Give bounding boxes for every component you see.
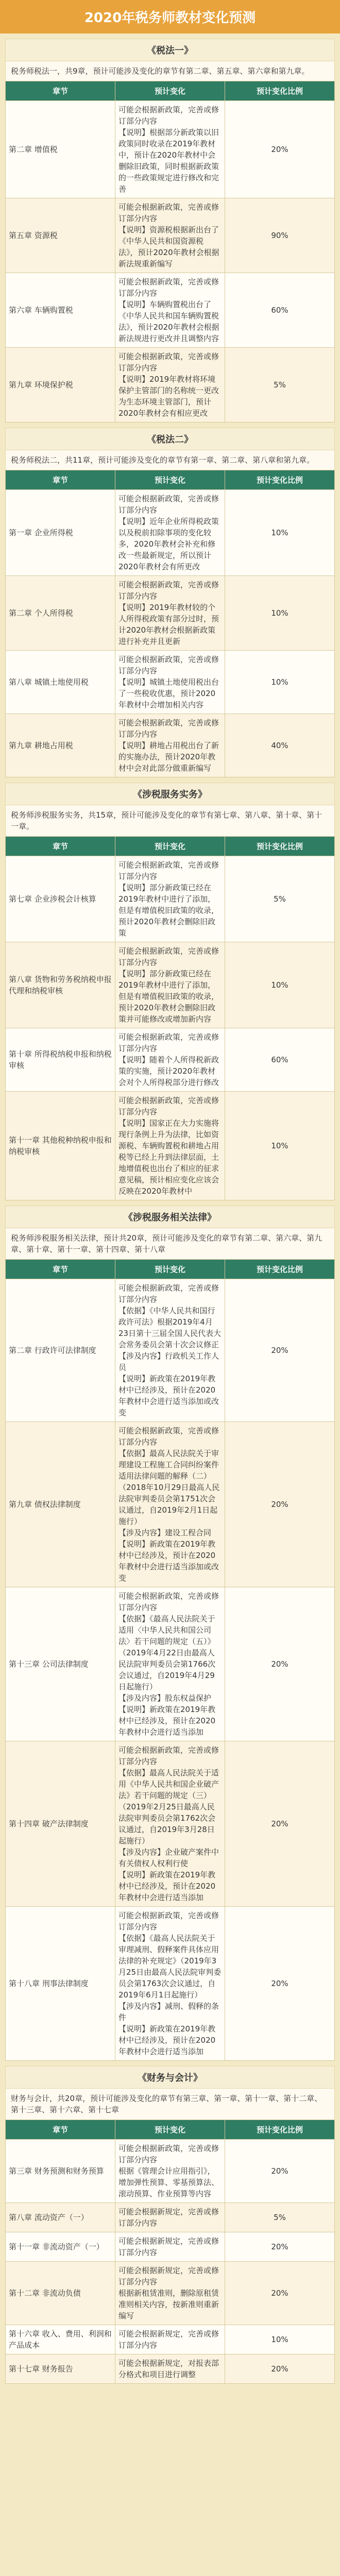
- change-ratio-cell: 10%: [225, 2325, 335, 2354]
- footer-space: [0, 2384, 340, 2396]
- table-header-row: [6, 470, 335, 490]
- chapter-cell: 第十一章 其他税种纳税申报和纳税审核: [6, 1092, 115, 1200]
- change-ratio-cell: 20%: [225, 1422, 335, 1587]
- chapter-cell: 第九章 环境保护税: [6, 348, 115, 422]
- section-3: [5, 783, 335, 1200]
- table-row: [6, 490, 335, 576]
- table-row: [6, 1741, 335, 1907]
- column-header: 预计变化比例: [225, 1260, 335, 1279]
- change-ratio-cell: 10%: [225, 576, 335, 651]
- chapter-cell: 第七章 企业涉税会计核算: [6, 856, 115, 942]
- chapter-cell: 第五章 资源税: [6, 198, 115, 273]
- table-row: [6, 651, 335, 714]
- column-header: 预计变化: [115, 1260, 225, 1279]
- predicted-change-cell: 可能会根据新政策，完善或修订部分内容 【说明】车辆购置税出台了《中华人民共和国车辆购置税法》，预计2020年教材会根据新法规进行更改并且调整内容: [115, 273, 225, 348]
- predicted-change-cell: 可能会根据新政策，完善或修订部分内容 【说明】随着个人所得税新政策的实施，预计2020年教材会对个人所得税部分进行修改: [115, 1028, 225, 1092]
- section-1: [5, 39, 335, 422]
- change-ratio-cell: 5%: [225, 856, 335, 942]
- column-header: 章节: [6, 81, 115, 101]
- column-header: 预计变化: [115, 837, 225, 856]
- predicted-change-cell: 可能会根据新政策，完善或修订部分内容 【说明】耕地占用税出台了新的实施办法，预计2020年教材中会对此部分做重新编写: [115, 714, 225, 777]
- section-header: 《税法二》: [5, 428, 335, 450]
- change-ratio-cell: 40%: [225, 714, 335, 777]
- table-row: [6, 1092, 335, 1200]
- column-header: 预计变化比例: [225, 470, 335, 490]
- chapter-cell: 第十六章 收入、费用、利润和产品成本: [6, 2325, 115, 2354]
- table-row: [6, 2232, 335, 2262]
- chapter-cell: 第十章 所得税纳税申报和纳税审核: [6, 1028, 115, 1092]
- predicted-change-cell: 可能会根据新政策，完善或修订部分内容 【依据】《最高人民法院关于适用〈中华人民共和国公司法〉若干问题的规定（五）》（2019年4月22日由最高人民法院审判委员会第1766次会议通过，自2019年4月29日起施行） 【涉及内容】股东权益保护 【说明】新政策在2019年教材中已经涉及，预计在2020年教材中会进行适当添加: [115, 1587, 225, 1741]
- change-ratio-cell: 20%: [225, 2354, 335, 2384]
- section-header: 《涉税服务相关法律》: [5, 1206, 335, 1228]
- predicted-change-cell: 可能会根据新政策，完善或修订部分内容 【说明】部分新政策已经在2019年教材中进行了添加，但是有增值税旧政策的收录，预计2020年教材会删除旧政策并可能修改或增加新内容: [115, 942, 225, 1028]
- table-row: [6, 2354, 335, 2384]
- section-4: [5, 1206, 335, 2061]
- predicted-change-cell: 可能会根据新规定，完善或修订部分内容: [115, 2203, 225, 2232]
- predicted-change-cell: 可能会根据新政策，完善或修订部分内容 【依据】最高人民法院关于适用《中华人民共和国企业破产法》若干问题的规定（三）（2019年2月25日最高人民法院审判委员会第1762次会议通过，自2019年3月28日起施行） 【涉及内容】企业破产案件中有关债权人权利行使 【说明】新政策在2019年教材中已经涉及，预计在2020年教材中会进行适当添加: [115, 1741, 225, 1907]
- chapter-cell: 第十二章 非流动负债: [6, 2262, 115, 2325]
- column-header: 章节: [6, 837, 115, 856]
- chapter-change-table: [5, 81, 335, 422]
- table-row: [6, 101, 335, 198]
- section-intro: 税务师涉税服务相关法律，预计共20章，预计可能涉及变化的章节有第二章、第六章、第九章、第十章、第十一章、第十四章、第十八章: [5, 1228, 335, 1259]
- change-ratio-cell: 20%: [225, 101, 335, 198]
- predicted-change-cell: 可能会根据新政策，完善或修订部分内容 【说明】部分新政策已经在2019年教材中进行了添加，但是有增值税旧政策的收录，预计2020年教材会删除旧政策: [115, 856, 225, 942]
- table-header-row: [6, 1260, 335, 1279]
- change-ratio-cell: 20%: [225, 2140, 335, 2203]
- table-row: [6, 576, 335, 651]
- section-5: [5, 2066, 335, 2384]
- chapter-cell: 第八章 货物和劳务税纳税申报代理和纳税审核: [6, 942, 115, 1028]
- table-row: [6, 1587, 335, 1741]
- predicted-change-cell: 可能会根据新规定，完善或修订部分内容: [115, 2325, 225, 2354]
- column-header: 预计变化比例: [225, 81, 335, 101]
- predicted-change-cell: 可能会根据新政策，完善或修订部分内容 【说明】城镇土地使用税出台了一些税收优惠，预计2020年教材中会增加相关内容: [115, 651, 225, 714]
- column-header: 预计变化: [115, 81, 225, 101]
- predicted-change-cell: 可能会根据新政策，完善或修订部分内容 【说明】近年企业所得税政策以及税前扣除事项的变化较多，2020年教材会补充和修改一些最新规定，所以预计2020年教材会有所更改: [115, 490, 225, 576]
- column-header: 章节: [6, 2120, 115, 2140]
- chapter-change-table: [5, 2120, 335, 2384]
- change-ratio-cell: 10%: [225, 490, 335, 576]
- column-header: 预计变化: [115, 470, 225, 490]
- chapter-cell: 第二章 个人所得税: [6, 576, 115, 651]
- chapter-cell: 第二章 行政许可法律制度: [6, 1279, 115, 1422]
- chapter-change-table: [5, 836, 335, 1200]
- table-row: [6, 348, 335, 422]
- predicted-change-cell: 可能会根据新政策，完善或修订部分内容 【说明】2019年教材较的个人所得税政策有部分过时，预计2020年教材会根据新政策进行补充并且更新: [115, 576, 225, 651]
- change-ratio-cell: 20%: [225, 1587, 335, 1741]
- table-row: [6, 1279, 335, 1422]
- table-row: [6, 1422, 335, 1587]
- table-row: [6, 942, 335, 1028]
- table-header-row: [6, 2120, 335, 2140]
- chapter-cell: 第八章 城镇土地使用税: [6, 651, 115, 714]
- section-intro: 税务师税法二，共11章，预计可能涉及变化的章节有第一章、第二章、第八章和第九章。: [5, 450, 335, 470]
- predicted-change-cell: 可能会根据新政策，完善或修订部分内容 【说明】国家正在大力实施将现行条例上升为法律，比如资源税、车辆购置税和耕地占用税等已经上升到法律层面，土地增值税也出台了相应的征求意见稿，预计相应变化应该会反映在2020年教材中: [115, 1092, 225, 1200]
- sections-container: [0, 39, 340, 2384]
- chapter-cell: 第十一章 非流动资产（一）: [6, 2232, 115, 2262]
- chapter-cell: 第九章 债权法律制度: [6, 1422, 115, 1587]
- table-row: [6, 273, 335, 348]
- table-row: [6, 1028, 335, 1092]
- predicted-change-cell: 可能会根据新规定，对报表部分格式和项目进行调整: [115, 2354, 225, 2384]
- change-ratio-cell: 10%: [225, 651, 335, 714]
- column-header: 预计变化: [115, 2120, 225, 2140]
- chapter-cell: 第十八章 刑事法律制度: [6, 1907, 115, 2061]
- change-ratio-cell: 60%: [225, 1028, 335, 1092]
- change-ratio-cell: 60%: [225, 273, 335, 348]
- column-header: 预计变化比例: [225, 2120, 335, 2140]
- column-header: 章节: [6, 1260, 115, 1279]
- change-ratio-cell: 20%: [225, 2262, 335, 2325]
- predicted-change-cell: 可能会根据新政策，完善或修订部分内容 【依据】最高人民法院关于审理建设工程施工合同纠纷案件适用法律问题的解释（二）（2018年10月29日最高人民法院审判委员会第1751次会议通过，自2019年2月1日起施行） 【涉及内容】建设工程合同 【说明】新政策在2019年教材中已经涉及，预计在2020年教材中会进行适当添加或改变: [115, 1422, 225, 1587]
- column-header: 预计变化比例: [225, 837, 335, 856]
- change-ratio-cell: 20%: [225, 1907, 335, 2061]
- table-row: [6, 198, 335, 273]
- chapter-cell: 第八章 流动资产（一）: [6, 2203, 115, 2232]
- predicted-change-cell: 可能会根据新政策，完善或修订部分内容 【依据】《中华人民共和国行政许可法》根据2019年4月23日第十三届全国人民代表大会常务委员会第十次会议修正 【涉及内容】行政机关工作人员 【说明】新政策在2019年教材中已经涉及，预计在2020年教材中会进行适当添加或改变: [115, 1279, 225, 1422]
- table-row: [6, 2140, 335, 2203]
- change-ratio-cell: 10%: [225, 1092, 335, 1200]
- page-title: 2020年税务师教材变化预测: [0, 0, 340, 33]
- chapter-cell: 第六章 车辆购置税: [6, 273, 115, 348]
- predicted-change-cell: 可能会根据新政策，完善或修订部分内容 根据《管理会计应用指引》，增加弹性预算、零基预算法、滚动预算、作业预算等内容: [115, 2140, 225, 2203]
- chapter-cell: 第十四章 破产法律制度: [6, 1741, 115, 1907]
- change-ratio-cell: 10%: [225, 942, 335, 1028]
- table-row: [6, 2325, 335, 2354]
- change-ratio-cell: 5%: [225, 2203, 335, 2232]
- table-header-row: [6, 81, 335, 101]
- table-row: [6, 1907, 335, 2061]
- section-header: 《税法一》: [5, 39, 335, 61]
- chapter-change-table: [5, 470, 335, 777]
- predicted-change-cell: 可能会根据新规定，完善或修订部分内容: [115, 2232, 225, 2262]
- predicted-change-cell: 可能会根据新政策，完善或修订部分内容 【说明】2019年教材将环境保护主管部门的名称统一更改为生态环境主管部门，预计2020年教材会有相应更改: [115, 348, 225, 422]
- section-header: 《涉税服务实务》: [5, 783, 335, 805]
- change-ratio-cell: 20%: [225, 1279, 335, 1422]
- section-header: 《财务与会计》: [5, 2066, 335, 2089]
- section-intro: 财务与会计，共20章，预计可能涉及变化的章节有第三章、第一章、第十一章、第十二章、第十三章、第十六章、第十七章: [5, 2089, 335, 2120]
- predicted-change-cell: 可能会根据新规定，完善或修订部分内容 根据新租赁准则，删除原租赁准则相关内容，按新准则重新编写: [115, 2262, 225, 2325]
- predicted-change-cell: 可能会根据新政策，完善或修订部分内容 【说明】根据部分新政策以旧政策同时收录在2019年教材中，预计在2020年教材中会删除旧政策，同时根据新政策的一些政策规定进行修改和完善: [115, 101, 225, 198]
- predicted-change-cell: 可能会根据新政策，完善或修订部分内容 【说明】资源税根据新出台了《中华人民共和国资源税法》，预计2020年教材会根据新法规重新编写: [115, 198, 225, 273]
- change-ratio-cell: 20%: [225, 2232, 335, 2262]
- change-ratio-cell: 5%: [225, 348, 335, 422]
- chapter-cell: 第十七章 财务报告: [6, 2354, 115, 2384]
- chapter-change-table: [5, 1259, 335, 2061]
- table-row: [6, 2203, 335, 2232]
- chapter-cell: 第一章 企业所得税: [6, 490, 115, 576]
- table-row: [6, 856, 335, 942]
- change-ratio-cell: 90%: [225, 198, 335, 273]
- section-intro: 税务师涉税服务实务，共15章，预计可能涉及变化的章节有第七章、第八章、第十章、第十一章。: [5, 805, 335, 836]
- column-header: 章节: [6, 470, 115, 490]
- table-header-row: [6, 837, 335, 856]
- table-row: [6, 2262, 335, 2325]
- change-ratio-cell: 20%: [225, 1741, 335, 1907]
- chapter-cell: 第九章 耕地占用税: [6, 714, 115, 777]
- table-row: [6, 714, 335, 777]
- predicted-change-cell: 可能会根据新政策，完善或修订部分内容 【依据】《最高人民法院关于审理减刑、假释案件具体应用法律的补充规定》（2019年3月25日由最高人民法院审判委员会第1763次会议通过，自2019年6月1日起施行） 【涉及内容】减刑、假释的条件 【说明】新政策在2019年教材中已经涉及，预计在2020年教材中会进行适当添加: [115, 1907, 225, 2061]
- section-2: [5, 428, 335, 777]
- section-intro: 税务师税法一，共9章，预计可能涉及变化的章节有第二章、第五章、第六章和第九章。: [5, 61, 335, 81]
- chapter-cell: 第三章 财务预测和财务预算: [6, 2140, 115, 2203]
- chapter-cell: 第二章 增值税: [6, 101, 115, 198]
- chapter-cell: 第十三章 公司法律制度: [6, 1587, 115, 1741]
